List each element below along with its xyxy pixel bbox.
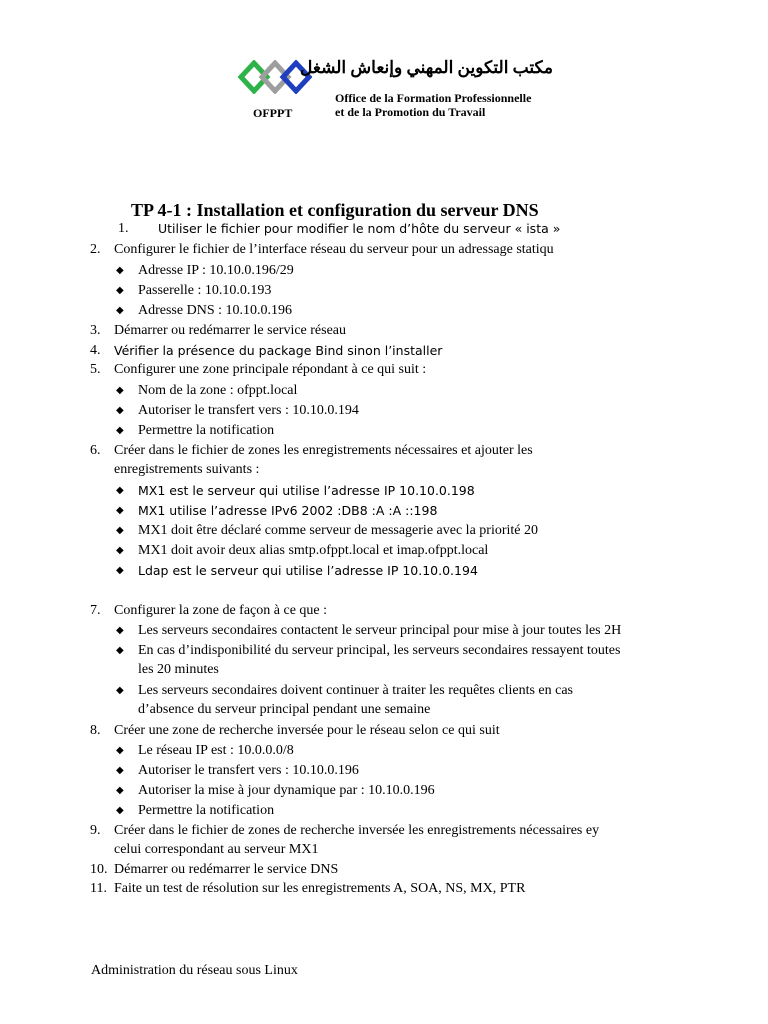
bullet-text: En cas d’indisponibilité du serveur principal, les serveurs secondaires ressayent toutes [138,643,621,658]
bullet-text: MX1 doit être déclaré comme serveur de messagerie avec la priorité 20 [138,523,538,538]
bullet-text: Les serveurs secondaires contactent le serveur principal pour mise à jour toutes les 2H [138,623,622,638]
bullet-text: Passerelle : 10.10.0.193 [138,283,272,298]
diamond-bullet-icon: ◆ [116,405,124,416]
step-number: 4. [90,343,101,358]
step-text: Démarrer ou redémarrer le service DNS [114,862,339,877]
step-text: Vérifier la présence du package Bind sinon l’installer [114,343,443,358]
diamond-bullet-icon: ◆ [116,525,124,536]
step-text: Créer une zone de recherche inversée pour le réseau selon ce qui suit [114,723,500,738]
bullet-text: Autoriser le transfert vers : 10.10.0.194 [138,403,359,418]
step-text-continued: enregistrements suivants : [114,462,260,477]
bullet-text: Adresse DNS : 10.10.0.196 [138,303,292,318]
bullet-text: Autoriser le transfert vers : 10.10.0.196 [138,763,359,778]
page-footer: Administration du réseau sous Linux [91,963,298,978]
bullet-text: MX1 utilise l’adresse IPv6 2002 :DB8 :A :A ::198 [138,503,438,518]
step-number: 9. [90,823,101,838]
diamond-bullet-icon: ◆ [116,685,124,696]
organization-name [335,91,531,119]
bullet-text: MX1 doit avoir deux alias smtp.ofppt.local et imap.ofppt.local [138,543,489,558]
step-text: Démarrer ou redémarrer le service réseau [114,323,347,338]
bullet-text: MX1 est le serveur qui utilise l’adresse IP 10.10.0.198 [138,483,475,498]
step-number: 8. [90,723,101,738]
diamond-bullet-icon: ◆ [116,645,124,656]
diamond-bullet-icon: ◆ [116,765,124,776]
step-text: Utiliser le fichier pour modifier le nom d’hôte du serveur « ista » [158,221,561,236]
step-text: Configurer le fichier de l’interface réseau du serveur pour un adressage statiqu [114,242,554,257]
bullet-text: Ldap est le serveur qui utilise l’adresse IP 10.10.0.194 [138,563,478,578]
diamond-bullet-icon: ◆ [116,305,124,316]
logo-label: OFPPT [253,106,293,120]
step-number: 11. [90,881,107,896]
step-text-continued: celui correspondant au serveur MX1 [114,842,319,857]
step-text: Configurer une zone principale répondant à ce qui suit : [114,362,427,377]
arabic-organization-name: مكتب التكوين المهني وإنعاش الشغل [300,58,553,77]
bullet-text: Permettre la notification [138,803,275,818]
diamond-bullet-icon: ◆ [116,745,124,756]
bullet-text-continued: d’absence du serveur principal pendant une semaine [138,702,431,717]
document-header [0,0,768,130]
diamond-bullet-icon: ◆ [116,565,124,576]
bullet-text: Permettre la notification [138,423,275,438]
diamond-bullet-icon: ◆ [116,425,124,436]
bullet-text-continued: les 20 minutes [138,662,219,677]
organization-name-line2: et de la Promotion du Travail [335,105,486,119]
step-text: Créer dans le fichier de zones de recherche inversée les enregistrements nécessaires ey [114,823,600,838]
document-title: TP 4-1 : Installation et configuration du serveur DNS [131,200,539,220]
diamond-bullet-icon: ◆ [116,625,124,636]
step-number: 1. [118,221,129,236]
step-text: Créer dans le fichier de zones les enregistrements nécessaires et ajouter les [114,443,533,458]
diamond-bullet-icon: ◆ [116,285,124,296]
diamond-bullet-icon: ◆ [116,785,124,796]
diamond-bullet-icon: ◆ [116,485,124,496]
bullet-text: Autoriser la mise à jour dynamique par : 10.10.0.196 [138,783,435,798]
diamond-bullet-icon: ◆ [116,805,124,816]
diamond-bullet-icon: ◆ [116,385,124,396]
step-number: 10. [90,862,108,877]
organization-name-line1: Office de la Formation Professionnelle [335,91,532,105]
step-text: Faite un test de résolution sur les enregistrements A, SOA, NS, MX, PTR [114,881,526,896]
diamond-bullet-icon: ◆ [116,505,124,516]
bullet-text: Nom de la zone : ofppt.local [138,383,298,398]
step-number: 3. [90,323,101,338]
bullet-text: Le réseau IP est : 10.0.0.0/8 [138,743,294,758]
bullet-text: Adresse IP : 10.10.0.196/29 [138,263,294,278]
step-number: 5. [90,362,101,377]
step-number: 6. [90,443,101,458]
diamond-bullet-icon: ◆ [116,265,124,276]
step-number: 2. [90,242,101,257]
step-number: 7. [90,603,101,618]
bullet-text: Les serveurs secondaires doivent continuer à traiter les requêtes clients en cas [138,683,573,698]
diamond-bullet-icon: ◆ [116,545,124,556]
step-text: Configurer la zone de façon à ce que : [114,603,328,618]
